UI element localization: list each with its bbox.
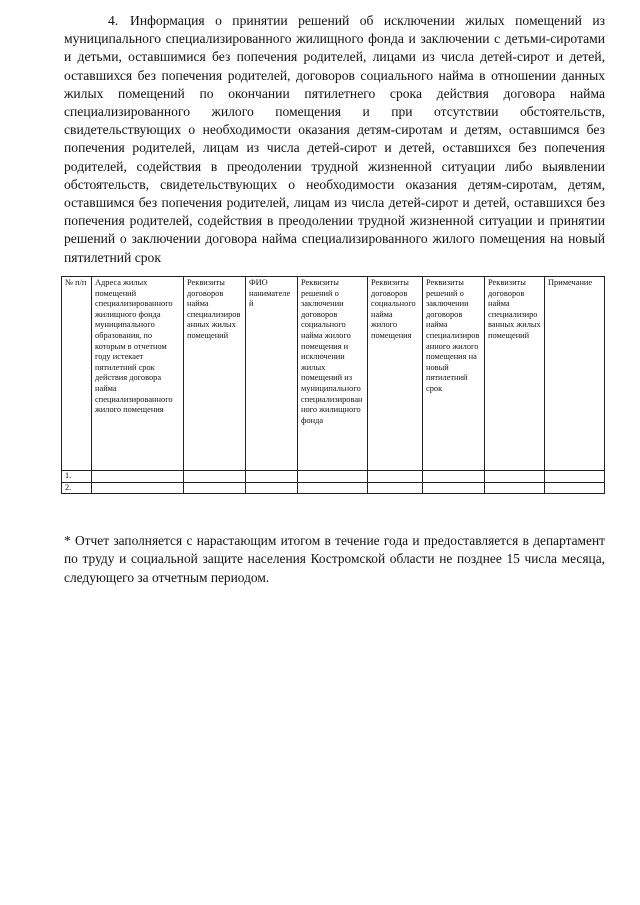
report-table (61, 276, 605, 494)
table-row (62, 471, 605, 483)
section-text: Информация о принятии решений об исключении жилых помещений из муниципального специализированного жилищного фонда и заключении с детьми-сиротами и детьми, оставшимися без попечения родителей, лицами из числа детей-сирот и детей, оставшихся без попечения родителей, договоров социального найма в отношении данных жилых помещений по окончании пятилетнего срока действия договора найма специализированного жилого помещения и при отсутствии обстоятельств, свидетельствующих о необходимости оказания детям-сиротам и детям, оставшимся без попечения родителей, лицам из числа детей-сирот и детей, оставшихся без попечения родителей, содействия в преодолении трудной жизненной ситуации либо выявлении обстоятельств, свидетельствующих о необходимости оказания детям-сиротам, детям, оставшимся без попечения родителей, лицам из числа детей-сирот и детей, оставшихся без попечения родителей, содействия в преодолении трудной жизненной ситуации и принятии решений о заключении договора найма специализированного жилого помещения на новый пятилетний срок (64, 13, 605, 265)
table-cell (423, 471, 485, 483)
table-cell (184, 482, 246, 494)
section-number: 4. (108, 13, 119, 28)
header-cell-decision-new-term: Реквизиты решений о заключении договоров найма специализированного жилого помещения на новый пятилетний срок (423, 277, 485, 471)
section-heading (64, 12, 605, 267)
table-cell (298, 482, 368, 494)
table-cell (423, 482, 485, 494)
table-cell (246, 471, 298, 483)
table-cell (92, 482, 184, 494)
table-cell (545, 482, 605, 494)
table-cell (246, 482, 298, 494)
table-cell (184, 471, 246, 483)
header-cell-address: Адреса жилых помещений специализированного жилищного фонда муниципального образования, по которым в отчетном году истекает пятилетний срок действия договора найма специализированного жилого помещения (92, 277, 184, 471)
footnote: * Отчет заполняется с нарастающим итогом в течение года и предоставляется в департамент по труду и социальной защите населения Костромской области не позднее 15 числа месяца, следующего за отчетным периодом. (64, 533, 605, 585)
table-cell (298, 471, 368, 483)
header-cell-lease-contract: Реквизиты договоров найма специализированных жилых помещений (184, 277, 246, 471)
header-cell-new-lease-contract: Реквизиты договоров найма специализированных жилых помещений (485, 277, 545, 471)
header-cell-decision-social-lease: Реквизиты решений о заключении договоров социального найма жилого помещения и исключении жилых помещений из муниципального специализированного жилищного фонда (298, 277, 368, 471)
table-row (62, 482, 605, 494)
table-cell (92, 471, 184, 483)
table-header-row (62, 277, 605, 471)
header-cell-number: № п/п (62, 277, 92, 471)
table-cell: 1. (62, 471, 92, 483)
table-cell (368, 482, 423, 494)
header-cell-note: Примечание (545, 277, 605, 471)
table-cell (485, 471, 545, 483)
table-cell: 2. (62, 482, 92, 494)
header-cell-social-lease-contract: Реквизиты договоров социального найма жилого помещения (368, 277, 423, 471)
table-cell (368, 471, 423, 483)
table-cell (485, 482, 545, 494)
table-cell (545, 471, 605, 483)
header-cell-tenant-name: ФИО нанимателей (246, 277, 298, 471)
